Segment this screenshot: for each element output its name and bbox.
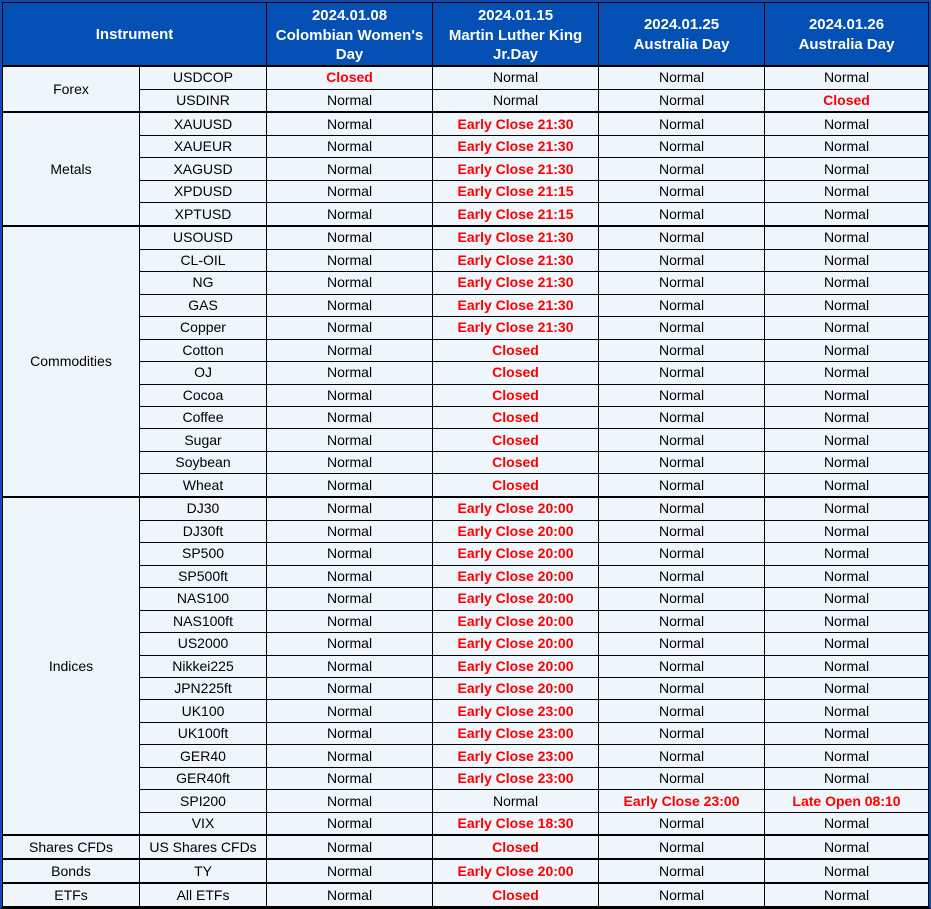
status-cell-alert: Closed: [765, 89, 929, 112]
status-cell-normal: Normal: [267, 180, 433, 202]
table-row: [3, 655, 929, 677]
status-cell-normal: Normal: [765, 451, 929, 473]
status-cell-normal: Normal: [765, 249, 929, 271]
status-cell-alert: Early Close 20:00: [433, 543, 599, 565]
status-cell-normal: Normal: [267, 790, 433, 812]
status-cell-normal: Normal: [433, 66, 599, 89]
status-cell-normal: Normal: [599, 835, 765, 859]
status-cell-normal: Normal: [765, 767, 929, 789]
status-cell-normal: Normal: [267, 745, 433, 767]
table-row: [3, 384, 929, 406]
status-cell-normal: Normal: [599, 226, 765, 249]
status-cell-normal: Normal: [765, 722, 929, 744]
status-cell-normal: Normal: [267, 677, 433, 699]
status-cell-normal: Normal: [765, 180, 929, 202]
status-cell-alert: Early Close 21:30: [433, 112, 599, 135]
status-cell-alert: Early Close 21:15: [433, 203, 599, 226]
status-cell-normal: Normal: [765, 883, 929, 906]
category-cell: Indices: [3, 497, 140, 835]
status-cell-normal: Normal: [267, 812, 433, 835]
instrument-symbol-cell: UK100: [140, 700, 267, 722]
table-row: [3, 767, 929, 789]
table-row: [3, 497, 929, 520]
status-cell-normal: Normal: [765, 362, 929, 384]
status-cell-alert: Early Close 20:00: [433, 859, 599, 883]
status-cell-normal: Normal: [599, 610, 765, 632]
date-column-header: [599, 3, 765, 67]
status-cell-normal: Normal: [765, 317, 929, 339]
date-column-header: [267, 3, 433, 67]
status-cell-normal: Normal: [599, 135, 765, 157]
instrument-symbol-cell: Wheat: [140, 474, 267, 497]
trading-hours-table: [2, 2, 929, 907]
status-cell-normal: Normal: [765, 406, 929, 428]
table-row: [3, 112, 929, 135]
header-date: 2024.01.26: [808, 16, 885, 33]
instrument-symbol-cell: TY: [140, 859, 267, 883]
table-row: [3, 180, 929, 202]
instrument-symbol-cell: Sugar: [140, 429, 267, 451]
status-cell-normal: Normal: [267, 362, 433, 384]
header-date: 2024.01.08: [311, 6, 388, 24]
status-cell-normal: Normal: [267, 158, 433, 180]
status-cell-normal: Normal: [765, 677, 929, 699]
status-cell-normal: Normal: [765, 610, 929, 632]
instrument-symbol-cell: XAUUSD: [140, 112, 267, 135]
status-cell-normal: Normal: [267, 588, 433, 610]
status-cell-normal: Normal: [765, 588, 929, 610]
status-cell-normal: Normal: [267, 226, 433, 249]
table-row: [3, 812, 929, 835]
table-row: [3, 158, 929, 180]
status-cell-normal: Normal: [765, 859, 929, 883]
status-cell-alert: Early Close 23:00: [433, 767, 599, 789]
status-cell-alert: Early Close 23:00: [433, 722, 599, 744]
instrument-symbol-cell: Soybean: [140, 451, 267, 473]
status-cell-alert: Early Close 23:00: [433, 745, 599, 767]
category-cell: Commodities: [3, 226, 140, 497]
table-header: [3, 3, 929, 67]
status-cell-normal: Normal: [267, 767, 433, 789]
status-cell-normal: Normal: [267, 633, 433, 655]
table-row: [3, 835, 929, 859]
status-cell-normal: Normal: [765, 294, 929, 316]
status-cell-normal: Normal: [599, 812, 765, 835]
status-cell-alert: Closed: [433, 474, 599, 497]
instrument-symbol-cell: Nikkei225: [140, 655, 267, 677]
header-date: 2024.01.15: [477, 6, 554, 24]
status-cell-normal: Normal: [765, 429, 929, 451]
table-row: [3, 883, 929, 906]
instrument-symbol-cell: US2000: [140, 633, 267, 655]
status-cell-alert: Early Close 20:00: [433, 520, 599, 542]
status-cell-normal: Normal: [599, 520, 765, 542]
category-cell: Shares CFDs: [3, 835, 140, 859]
instrument-symbol-cell: JPN225ft: [140, 677, 267, 699]
status-cell-alert: Early Close 20:00: [433, 677, 599, 699]
header-holiday: Colombian Women's Day: [275, 26, 424, 63]
status-cell-normal: Normal: [267, 835, 433, 859]
table-row: [3, 677, 929, 699]
status-cell-normal: Normal: [599, 66, 765, 89]
instrument-symbol-cell: UK100ft: [140, 722, 267, 744]
status-cell-alert: Closed: [433, 883, 599, 906]
status-cell-normal: Normal: [267, 722, 433, 744]
status-cell-normal: Normal: [267, 406, 433, 428]
instrument-symbol-cell: SPI200: [140, 790, 267, 812]
instrument-symbol-cell: CL-OIL: [140, 249, 267, 271]
table-row: [3, 700, 929, 722]
status-cell-alert: Closed: [433, 384, 599, 406]
status-cell-alert: Early Close 20:00: [433, 497, 599, 520]
status-cell-normal: Normal: [599, 180, 765, 202]
status-cell-alert: Early Close 23:00: [599, 790, 765, 812]
status-cell-normal: Normal: [433, 790, 599, 812]
instrument-symbol-cell: SP500ft: [140, 565, 267, 587]
status-cell-alert: Early Close 20:00: [433, 565, 599, 587]
instrument-symbol-cell: Cotton: [140, 339, 267, 361]
status-cell-normal: Normal: [267, 655, 433, 677]
table-row: [3, 362, 929, 384]
instrument-symbol-cell: VIX: [140, 812, 267, 835]
status-cell-normal: Normal: [765, 835, 929, 859]
status-cell-alert: Early Close 23:00: [433, 700, 599, 722]
header-holiday: Australia Day: [798, 36, 895, 53]
status-cell-alert: Early Close 21:30: [433, 272, 599, 294]
status-cell-normal: Normal: [599, 859, 765, 883]
status-cell-alert: Early Close 20:00: [433, 588, 599, 610]
status-cell-normal: Normal: [765, 339, 929, 361]
instrument-symbol-cell: XPDUSD: [140, 180, 267, 202]
instrument-symbol-cell: NAS100ft: [140, 610, 267, 632]
status-cell-normal: Normal: [267, 112, 433, 135]
status-cell-normal: Normal: [267, 429, 433, 451]
header-date: 2024.01.25: [643, 16, 720, 33]
status-cell-normal: Normal: [599, 451, 765, 473]
status-cell-normal: Normal: [267, 883, 433, 906]
instrument-symbol-cell: All ETFs: [140, 883, 267, 906]
status-cell-normal: Normal: [267, 317, 433, 339]
instrument-symbol-cell: GER40: [140, 745, 267, 767]
status-cell-normal: Normal: [599, 633, 765, 655]
status-cell-normal: Normal: [599, 745, 765, 767]
status-cell-alert: Closed: [433, 362, 599, 384]
status-cell-normal: Normal: [267, 339, 433, 361]
instrument-symbol-cell: GER40ft: [140, 767, 267, 789]
table-row: [3, 745, 929, 767]
status-cell-normal: Normal: [267, 384, 433, 406]
status-cell-normal: Normal: [599, 722, 765, 744]
status-cell-normal: Normal: [599, 384, 765, 406]
status-cell-alert: Closed: [433, 451, 599, 473]
header-holiday: Martin Luther King Jr.Day: [448, 26, 583, 63]
status-cell-normal: Normal: [765, 474, 929, 497]
category-cell: Bonds: [3, 859, 140, 883]
instrument-symbol-cell: Copper: [140, 317, 267, 339]
table-row: [3, 89, 929, 112]
status-cell-normal: Normal: [433, 89, 599, 112]
status-cell-normal: Normal: [267, 543, 433, 565]
instrument-symbol-cell: US Shares CFDs: [140, 835, 267, 859]
table-row: [3, 451, 929, 473]
status-cell-normal: Normal: [599, 767, 765, 789]
status-cell-normal: Normal: [765, 135, 929, 157]
status-cell-normal: Normal: [765, 565, 929, 587]
status-cell-alert: Closed: [267, 66, 433, 89]
instrument-symbol-cell: USDCOP: [140, 66, 267, 89]
status-cell-normal: Normal: [599, 565, 765, 587]
table-row: [3, 565, 929, 587]
table-body: [3, 66, 929, 907]
status-cell-alert: Early Close 21:30: [433, 317, 599, 339]
instrument-symbol-cell: USOUSD: [140, 226, 267, 249]
status-cell-normal: Normal: [599, 406, 765, 428]
instrument-symbol-cell: OJ: [140, 362, 267, 384]
status-cell-alert: Early Close 21:30: [433, 158, 599, 180]
status-cell-normal: Normal: [765, 633, 929, 655]
table-row: [3, 520, 929, 542]
category-cell: Metals: [3, 112, 140, 226]
status-cell-normal: Normal: [599, 89, 765, 112]
instrument-symbol-cell: Coffee: [140, 406, 267, 428]
status-cell-normal: Normal: [267, 294, 433, 316]
status-cell-alert: Closed: [433, 429, 599, 451]
status-cell-normal: Normal: [765, 745, 929, 767]
instrument-symbol-cell: XAGUSD: [140, 158, 267, 180]
status-cell-normal: Normal: [599, 339, 765, 361]
instrument-symbol-cell: XAUEUR: [140, 135, 267, 157]
date-column-header: [765, 3, 929, 67]
status-cell-normal: Normal: [599, 655, 765, 677]
table-row: [3, 249, 929, 271]
status-cell-alert: Early Close 21:30: [433, 135, 599, 157]
status-cell-normal: Normal: [267, 89, 433, 112]
status-cell-normal: Normal: [599, 158, 765, 180]
status-cell-alert: Closed: [433, 406, 599, 428]
table-row: [3, 294, 929, 316]
table-row: [3, 339, 929, 361]
instrument-symbol-cell: DJ30: [140, 497, 267, 520]
status-cell-alert: Late Open 08:10: [765, 790, 929, 812]
status-cell-normal: Normal: [599, 474, 765, 497]
instrument-symbol-cell: SP500: [140, 543, 267, 565]
status-cell-normal: Normal: [599, 543, 765, 565]
status-cell-alert: Early Close 18:30: [433, 812, 599, 835]
status-cell-normal: Normal: [599, 700, 765, 722]
instrument-symbol-cell: NG: [140, 272, 267, 294]
status-cell-normal: Normal: [599, 203, 765, 226]
table-row: [3, 633, 929, 655]
status-cell-alert: Early Close 20:00: [433, 633, 599, 655]
instrument-symbol-cell: Cocoa: [140, 384, 267, 406]
status-cell-alert: Closed: [433, 339, 599, 361]
status-cell-normal: Normal: [267, 565, 433, 587]
instrument-symbol-cell: GAS: [140, 294, 267, 316]
table-row: [3, 317, 929, 339]
status-cell-alert: Early Close 21:30: [433, 226, 599, 249]
instrument-symbol-cell: DJ30ft: [140, 520, 267, 542]
instrument-symbol-cell: USDINR: [140, 89, 267, 112]
status-cell-normal: Normal: [599, 249, 765, 271]
status-cell-normal: Normal: [765, 520, 929, 542]
status-cell-normal: Normal: [599, 588, 765, 610]
status-cell-normal: Normal: [267, 203, 433, 226]
status-cell-normal: Normal: [765, 112, 929, 135]
status-cell-normal: Normal: [599, 497, 765, 520]
status-cell-alert: Early Close 21:30: [433, 249, 599, 271]
status-cell-normal: Normal: [267, 249, 433, 271]
status-cell-normal: Normal: [765, 66, 929, 89]
status-cell-normal: Normal: [267, 272, 433, 294]
status-cell-normal: Normal: [267, 610, 433, 632]
status-cell-normal: Normal: [765, 655, 929, 677]
table-row: [3, 610, 929, 632]
instrument-column-header: Instrument: [3, 3, 267, 67]
header-holiday: Australia Day: [633, 36, 730, 53]
status-cell-normal: Normal: [267, 135, 433, 157]
status-cell-normal: Normal: [599, 677, 765, 699]
status-cell-normal: Normal: [765, 497, 929, 520]
status-cell-normal: Normal: [599, 883, 765, 906]
status-cell-alert: Closed: [433, 835, 599, 859]
table-row: [3, 429, 929, 451]
status-cell-normal: Normal: [267, 700, 433, 722]
status-cell-normal: Normal: [765, 226, 929, 249]
status-cell-normal: Normal: [267, 859, 433, 883]
status-cell-alert: Early Close 20:00: [433, 610, 599, 632]
table-row: [3, 474, 929, 497]
status-cell-normal: Normal: [599, 112, 765, 135]
table-row: [3, 272, 929, 294]
status-cell-normal: Normal: [599, 294, 765, 316]
status-cell-normal: Normal: [267, 520, 433, 542]
status-cell-normal: Normal: [765, 158, 929, 180]
category-cell: Forex: [3, 66, 140, 112]
status-cell-normal: Normal: [267, 497, 433, 520]
table-row: [3, 203, 929, 226]
status-cell-normal: Normal: [599, 272, 765, 294]
status-cell-normal: Normal: [599, 317, 765, 339]
status-cell-normal: Normal: [765, 272, 929, 294]
status-cell-normal: Normal: [765, 543, 929, 565]
header-row: [3, 3, 929, 67]
status-cell-normal: Normal: [599, 429, 765, 451]
instrument-symbol-cell: NAS100: [140, 588, 267, 610]
table-row: [3, 226, 929, 249]
category-cell: ETFs: [3, 883, 140, 906]
status-cell-normal: Normal: [599, 362, 765, 384]
table-row: [3, 588, 929, 610]
table-row: [3, 859, 929, 883]
status-cell-normal: Normal: [765, 812, 929, 835]
status-cell-normal: Normal: [267, 451, 433, 473]
table-row: [3, 722, 929, 744]
status-cell-alert: Early Close 21:30: [433, 294, 599, 316]
table-row: [3, 406, 929, 428]
date-column-header: [433, 3, 599, 67]
table-row: [3, 543, 929, 565]
instrument-symbol-cell: XPTUSD: [140, 203, 267, 226]
status-cell-normal: Normal: [765, 203, 929, 226]
status-cell-alert: Early Close 21:15: [433, 180, 599, 202]
table-row: [3, 135, 929, 157]
table-row: [3, 66, 929, 89]
status-cell-normal: Normal: [267, 474, 433, 497]
table-row: [3, 790, 929, 812]
status-cell-normal: Normal: [765, 384, 929, 406]
status-cell-alert: Early Close 20:00: [433, 655, 599, 677]
status-cell-normal: Normal: [765, 700, 929, 722]
